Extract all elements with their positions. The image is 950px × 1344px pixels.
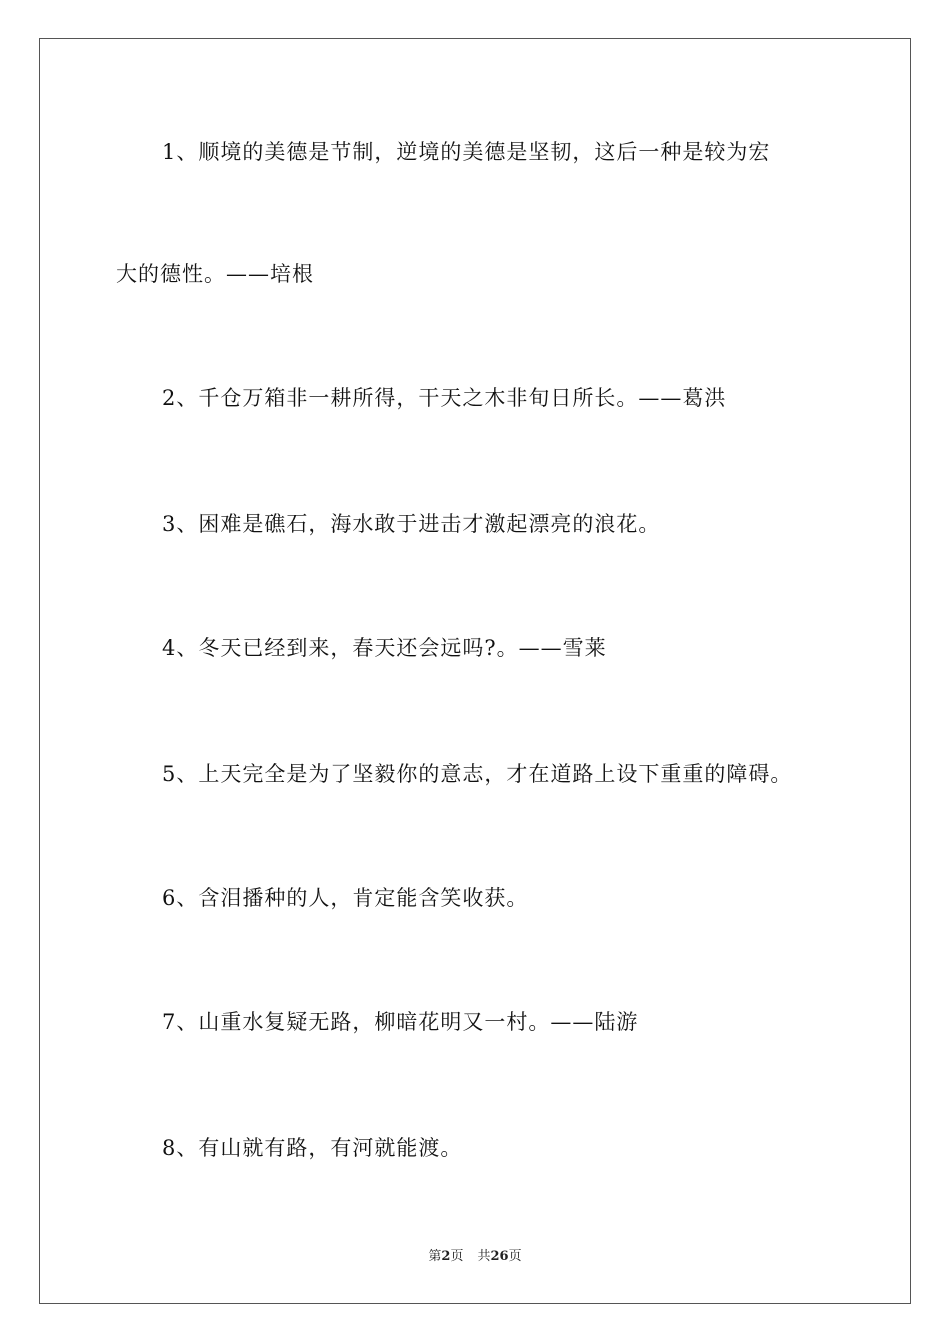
page-number: 2 xyxy=(441,1249,451,1264)
quote-8: 8、有山就有路，有河就能渡。 xyxy=(162,1136,463,1160)
quote-1-line-2: 大的德性。——培根 xyxy=(116,262,314,286)
page-border xyxy=(39,38,911,1304)
quote-6: 6、含泪播种的人，肯定能含笑收获。 xyxy=(162,886,529,910)
total-pages: 26 xyxy=(490,1249,509,1264)
quote-4: 4、冬天已经到来，春天还会远吗?。——雪莱 xyxy=(162,636,607,660)
page-prefix: 第 xyxy=(428,1249,442,1264)
quote-2: 2、千仓万箱非一耕所得，干天之木非旬日所长。——葛洪 xyxy=(162,386,727,410)
quote-3: 3、困难是礁石，海水敢于进击才激起漂亮的浪花。 xyxy=(162,512,661,536)
quote-7: 7、山重水复疑无路，柳暗花明又一村。——陆游 xyxy=(162,1010,639,1034)
quote-5: 5、上天完全是为了坚毅你的意志，才在道路上设下重重的障碍。 xyxy=(162,762,793,786)
page-footer xyxy=(0,1248,950,1266)
page-suffix: 页 xyxy=(450,1249,464,1264)
total-prefix: 共 xyxy=(477,1249,491,1264)
total-suffix: 页 xyxy=(508,1249,522,1264)
quote-1-line-1: 1、顺境的美德是节制，逆境的美德是坚韧，这后一种是较为宏 xyxy=(162,140,771,164)
